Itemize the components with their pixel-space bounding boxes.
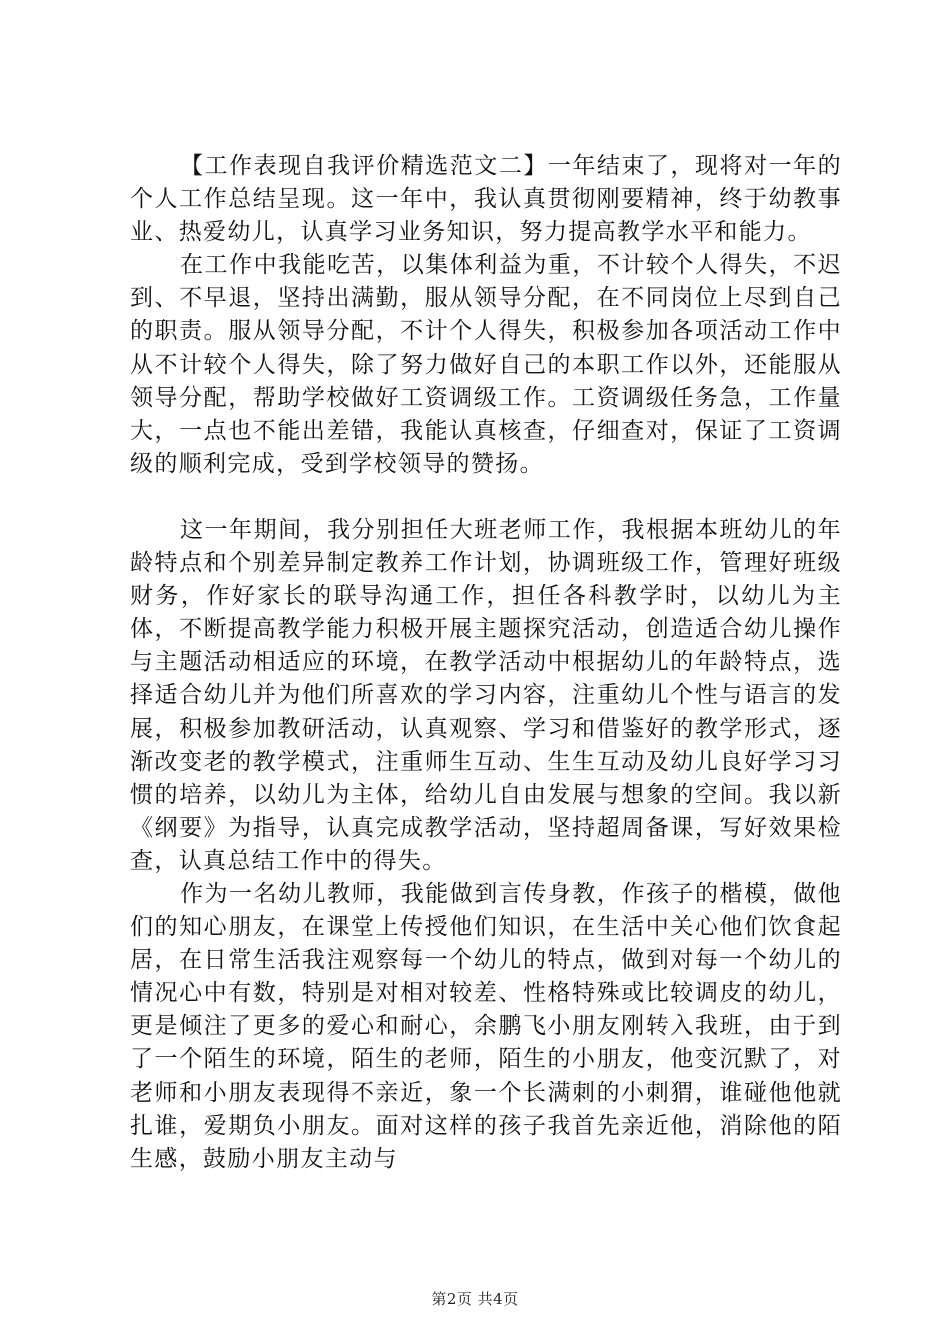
paragraph-teacher-role: 作为一名幼儿教师，我能做到言传身教，作孩子的楷模，做他们的知心朋友，在课堂上传授他们知识，在生活中关心他们饮食起居，在日常生活我注观察每一个幼儿的特点，做到对每一个幼儿的情况心中有数，特别是对相对较差、性格特殊或比较调皮的幼儿，更是倾注了更多的爱心和耐心，余鹏飞小朋友刚转入我班，由于到了一个陌生的环境，陌生的老师，陌生的小朋友，他变沉默了，对老师和小朋友表现得不亲近，象一个长满刺的小刺猬，谁碰他他就扎谁，爱期负小朋友。面对这样的孩子我首先亲近他，消除他的陌生感，鼓励小朋友主动与 <box>130 880 842 1172</box>
paragraph-intro: 【工作表现自我评价精选范文二】一年结束了，现将对一年的个人工作总结呈现。这一年中，我认真贯彻刚要精神，终于幼教事业、热爱幼儿，认真学习业务知识，努力提高教学水平和能力。 <box>130 153 842 246</box>
document-body <box>130 150 842 1176</box>
paragraph-spacer <box>130 481 842 514</box>
paragraph-teaching-work: 这一年期间，我分别担任大班老师工作，我根据本班幼儿的年龄特点和个别差异制定教养工作计划，协调班级工作，管理好班级财务，作好家长的联导沟通工作，担任各科教学时，以幼儿为主体，不断提高教学能力积极开展主题探究活动，创造适合幼儿操作与主题活动相适应的环境，在教学活动中根据幼儿的年龄特点，选择适合幼儿并为他们所喜欢的学习内容，注重幼儿个性与语言的发展，积极参加教研活动，认真观察、学习和借鉴好的教学形式，逐渐改变老的教学模式，注重师生互动、生生互动及幼儿良好学习习惯的培养，以幼儿为主体，给幼儿自由发展与想象的空间。我以新《纲要》为指导，认真完成教学活动，坚持超周备课，写好效果检查，认真总结工作中的得失。 <box>130 516 842 874</box>
paragraph-work-attitude: 在工作中我能吃苦，以集体利益为重，不计较个人得失，不迟到、不早退，坚持出满勤，服从领导分配，在不同岗位上尽到自己的职责。服从领导分配，不计个人得失，积极参加各项活动工作中从不计较个人得失，除了努力做好自己的本职工作以外，还能服从领导分配，帮助学校做好工资调级工作。工资调级任务急，工作量大，一点也不能出差错，我能认真核查，仔细查对，保证了工资调级的顺利完成，受到学校领导的赞扬。 <box>130 252 842 477</box>
page-number-footer: 第2页 共4页 <box>431 1290 519 1308</box>
